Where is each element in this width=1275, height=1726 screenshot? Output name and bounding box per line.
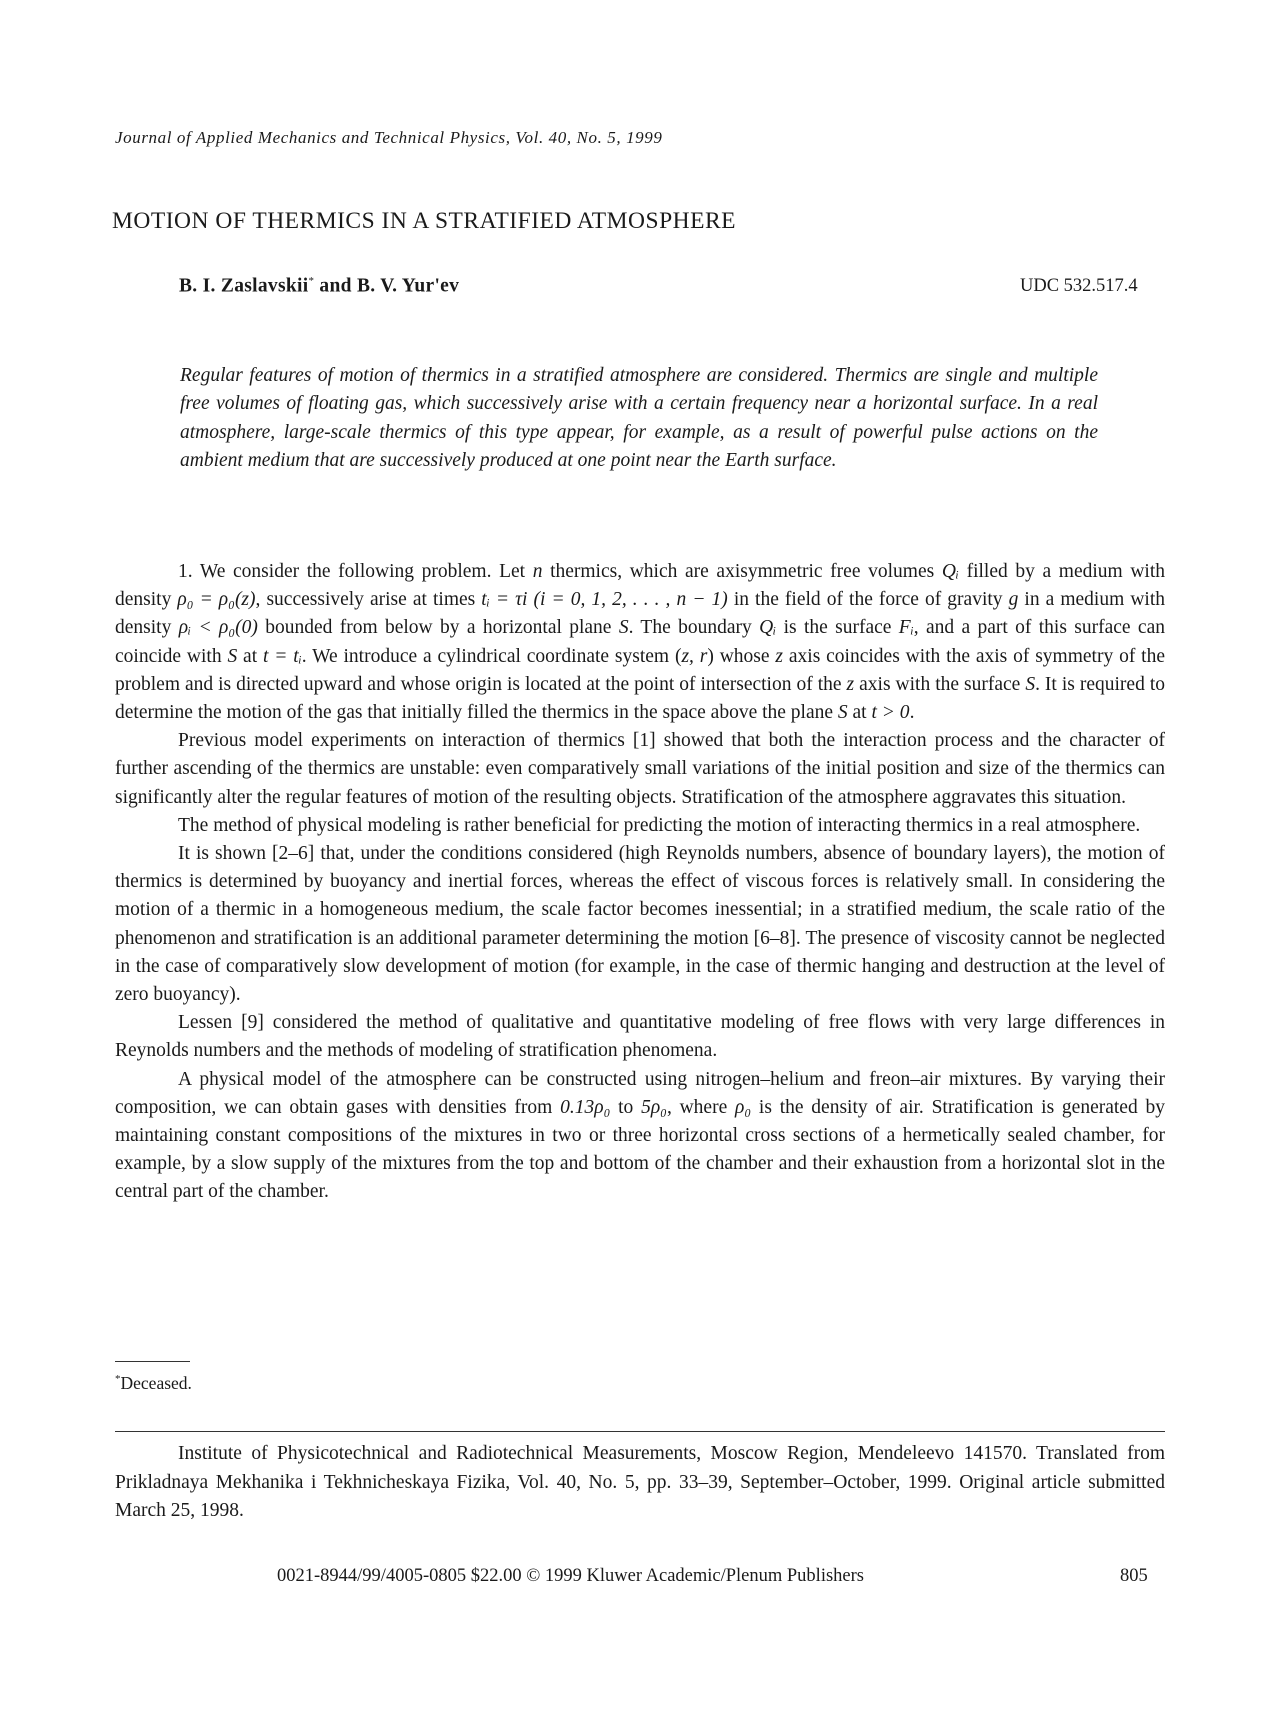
footer-divider — [115, 1431, 1165, 1432]
text-run: filled by a medium with density — [115, 561, 1165, 611]
footnote-divider — [115, 1361, 190, 1362]
math-z: z — [775, 645, 784, 667]
text-run: . — [909, 702, 915, 724]
text-run: , where — [666, 1096, 736, 1118]
text-run: A physical model of the atmosphere can be constructed using nitrogen–helium and freon–air mixtures. By varying their composition, we can obtain gases with densities from — [115, 1068, 1165, 1118]
footnote-text: Deceased. — [120, 1373, 192, 1393]
math-g: g — [1008, 589, 1019, 611]
math-s: S — [227, 645, 238, 667]
text-run: axis with the surface — [854, 673, 1026, 695]
math-s: S — [837, 702, 848, 724]
text-run: is the density of air. Stratification is generated by maintaining constant compositions of the mixtures in two or three horizontal cross sections of a hermetically sealed chamber, for example, by a slow supply of the mixtures from the top and bottom of the chamber and their exhaustion from a horizontal slot in the central part of the chamber. — [115, 1096, 1165, 1203]
paragraph-4: It is shown [2–6] that, under the conditions considered (high Reynolds numbers, absence of boundary layers), the motion of thermics is determined by buoyancy and inertial forces, whereas the effect of viscous forces is relatively small. In considering the motion of a thermic in a homogeneous medium, the scale factor becomes inessential; in a stratified medium, the scale ratio of the phenomenon and stratification is an additional parameter determining the motion [6–8]. The presence of viscosity cannot be neglected in the case of comparatively slow development of motion (for example, in the case of thermic hanging and destruction at the level of zero buoyancy). — [115, 843, 1165, 1006]
paragraph-3: The method of physical modeling is rather beneficial for predicting the motion of interacting thermics in a real atmosphere. — [178, 814, 1141, 836]
math-rho-low: 0.13ρ₀ — [560, 1096, 611, 1118]
math-zr: z, r — [681, 645, 708, 667]
text-run: thermics, which are axisymmetric free volumes — [542, 561, 942, 582]
text-run: axis coincides with the axis of symmetry of the problem and is directed upward and whose origin is located at the point of intersection of the — [115, 645, 1165, 695]
paragraph-5: Lessen [9] considered the method of qualitative and quantitative modeling of free flows with very large differences in Reynolds numbers and the methods of modeling of stratification phenomena. — [115, 1012, 1165, 1062]
text-run: is the surface — [776, 617, 899, 639]
section-number: 1. — [178, 561, 193, 582]
journal-header: Journal of Applied Mechanics and Technical Physics, Vol. 40, No. 5, 1999 — [115, 128, 663, 147]
paragraph-2: Previous model experiments on interaction of thermics [1] showed that both the interaction process and the character of further ascending of the thermics are unstable: even comparatively small variations of the initial position and size of the thermics can significantly alter the regular features of motion of the resulting objects. Stratification of the atmosphere aggravates this situation. — [115, 730, 1165, 808]
footnote — [115, 1373, 192, 1394]
paragraph-6 — [115, 1066, 1165, 1207]
text-run: We consider the following problem. Let — [199, 561, 533, 582]
text-run: . We introduce a cylindrical coordinate system ( — [301, 645, 682, 667]
text-run: at — [237, 645, 263, 667]
footnote-mark: * — [115, 1373, 121, 1386]
text-run: to — [610, 1096, 642, 1118]
page-number: 805 — [1120, 1566, 1148, 1586]
institution-note: Institute of Physicotechnical and Radiotechnical Measurements, Moscow Region, Mendeleevo 141570. Translated from Prikladnaya Mekhanika i Tekhnicheskaya Fizika, Vol. 40, No. 5, pp. 33–39, September–October, 1999. Original article submitted March 25, 1998. — [115, 1443, 1165, 1521]
author-2: B. V. Yur'ev — [356, 275, 460, 297]
author-1: B. I. Zaslavskii — [179, 275, 309, 297]
math-t-gt-0: t > 0 — [871, 702, 910, 724]
text-run: ) whose — [707, 645, 776, 667]
article-body — [115, 558, 1165, 1207]
paragraph-1 — [115, 558, 1165, 727]
abstract: Regular features of motion of thermics in a stratified atmosphere are considered. Thermics are single and multiple free volumes of floating gas, which successively arise with a certain frequency near a horizontal surface. In a real atmosphere, large-scale thermics of this type appear, for example, as a result of powerful pulse actions on the ambient medium that are successively produced at one point near the Earth surface. — [180, 365, 1098, 471]
math-n: n — [532, 561, 543, 582]
publication-code: 0021-8944/99/4005-0805 $22.00 © 1999 Kluwer Academic/Plenum Publishers — [277, 1566, 864, 1586]
math-qi: Qᵢ — [759, 617, 777, 639]
math-rho0: ρ₀ — [735, 1096, 752, 1118]
deceased-marker: * — [308, 275, 315, 287]
math-rho-i-ineq: ρᵢ < ρ₀(0) — [178, 617, 258, 639]
text-run: , and a part of this surface can coincide with — [115, 617, 1165, 667]
text-run: in a medium with density — [115, 589, 1165, 639]
udc-code: UDC 532.517.4 — [1020, 276, 1138, 296]
text-run: . The boundary — [628, 617, 760, 639]
text-run: in the field of the force of gravity — [727, 589, 1009, 611]
authors — [179, 275, 459, 298]
math-t-eq-ti: t = tᵢ — [262, 645, 302, 667]
text-run: . It is required to determine the motion of the gas that initially filled the thermics in the space above the plane — [115, 673, 1165, 724]
author-joiner: and — [314, 275, 357, 297]
math-fi: Fᵢ — [898, 617, 914, 639]
math-ti-def: tᵢ = τi (i = 0, 1, 2, . . . , n − 1) — [481, 589, 728, 611]
math-rho0-def: ρ₀ = ρ₀(z) — [177, 589, 256, 611]
math-s: S — [618, 617, 629, 639]
math-qi: Qᵢ — [941, 561, 959, 582]
text-run: at — [847, 702, 872, 724]
math-rho-high: 5ρ₀ — [641, 1096, 667, 1118]
text-run: bounded from below by a horizontal plane — [257, 617, 619, 639]
article-title: MOTION OF THERMICS IN A STRATIFIED ATMOSPHERE — [112, 208, 736, 234]
text-run: , successively arise at times — [255, 589, 482, 611]
math-z: z — [846, 673, 855, 695]
math-s: S — [1025, 673, 1036, 695]
